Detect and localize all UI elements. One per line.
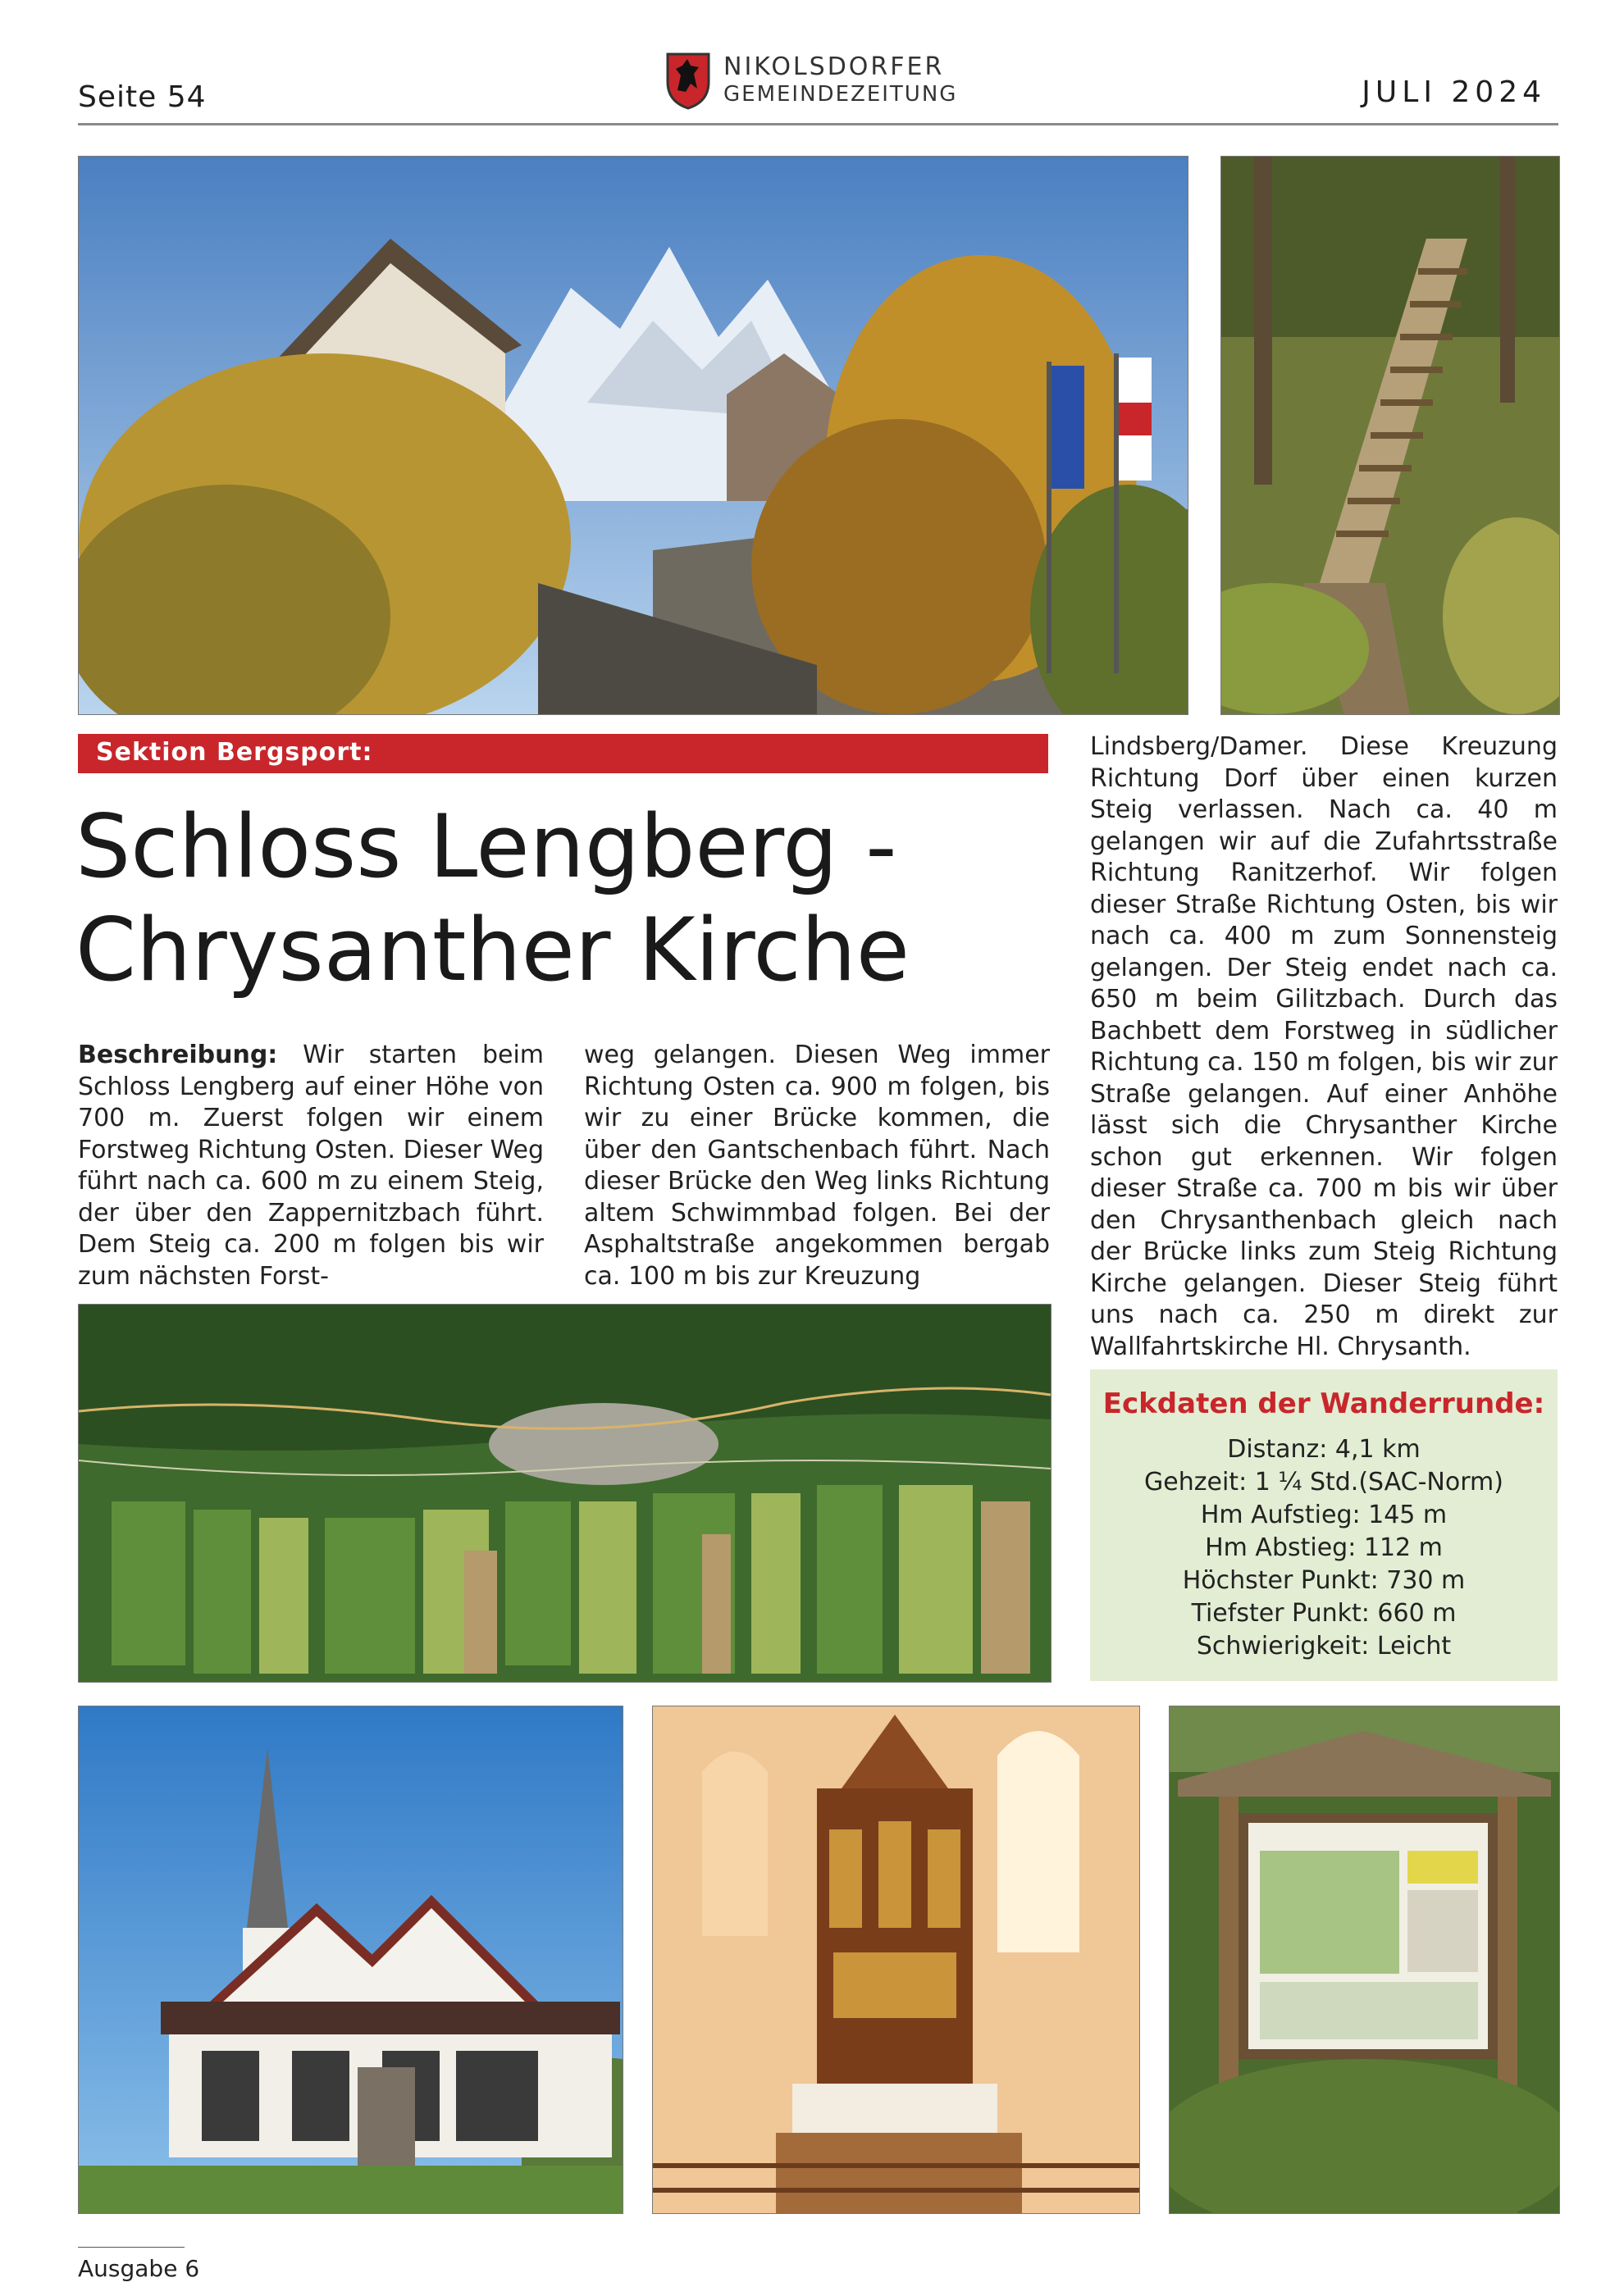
article-title-line1: Schloss Lengberg - (75, 796, 897, 897)
header-divider (78, 123, 1558, 125)
route-facts-box (1090, 1369, 1558, 1681)
article-title (75, 795, 1043, 1002)
fact-descent: Hm Abstieg: 112 m (1205, 1533, 1443, 1562)
fact-highest-point: Höchster Punkt: 730 m (1182, 1566, 1466, 1595)
publication-title: NIKOLSDORFER (723, 52, 945, 81)
castle-photo (78, 156, 1188, 715)
aerial-route-map (78, 1304, 1051, 1683)
section-label: Sektion Bergsport: (96, 738, 373, 767)
trail-info-board-photo (1169, 1706, 1560, 2214)
issue-date: JULI 2024 (1362, 75, 1546, 109)
article-column-3: Lindsberg/Damer. Diese Kreuzung Richtung Dorf über einen kurzen Steig verlassen. Nach ca. 40 m gelangen wir auf die Zufahrtsstraße Richtung Ranitzerhof. Wir folgen dieser Straße Richtung Osten, bis wir nach ca. 400 m zum Sonnensteig gelangen. Der Steig endet nach ca. 650 m beim Gilitzbach. Durch das Bachbett dem Forstweg in südlicher Richtung ca. 150 m folgen, bis wir zur Straße gelangen. Auf einer Anhöhe lässt sich die Chrysanther Kirche schon gut erkennen. Wir folgen dieser Straße ca. 700 m bis wir über den Chrysanthenbach gleich nach der Brücke links zum Steig Richtung Kirche gelangen. Dieser Steig führt uns nach ca. 250 m direkt zur Wallfahrtskirche Hl. Chrysanth. (1090, 732, 1558, 1361)
article-column-1 (78, 1040, 544, 1292)
church-interior-photo (652, 1706, 1140, 2214)
footer-divider (78, 2247, 185, 2248)
fact-lowest-point: Tiefster Punkt: 660 m (1191, 1599, 1457, 1628)
fact-distance: Distanz: 4,1 km (1227, 1435, 1421, 1464)
article-column-2: weg gelangen. Diesen Weg immer Richtung Osten ca. 900 m folgen, bis wir zu einer Brücke kommen, die über den Gantschenbach führt. Nach dieser Brücke den Weg links Richtung altem Schwimmbad folgen. Bei der Asphaltstraße angekommen bergab ca. 100 m bis zur Kreuzung (584, 1041, 1050, 1291)
footer-issue: Ausgabe 6 (78, 2255, 200, 2282)
section-label-bar (78, 734, 1048, 773)
column-1-text: Wir starten beim Schloss Lengberg auf einer Höhe von 700 m. Zuerst folgen wir einem Forstweg Richtung Osten. Dieser Weg führt nach ca. 600 m zu einem Steig, der über den Zappernitzbach führt. Dem Steig ca. 200 m folgen bis wir zum nächsten Forst- (78, 1041, 544, 1291)
coat-of-arms-icon (664, 51, 712, 110)
publication-subtitle: GEMEINDEZEITUNG (723, 82, 958, 107)
route-facts-list (1090, 1433, 1558, 1663)
fact-ascent: Hm Aufstieg: 145 m (1200, 1501, 1448, 1529)
route-facts-title: Eckdaten der Wanderrunde: (1102, 1387, 1545, 1420)
fact-walking-time: Gehzeit: 1 ¼ Std.(SAC-Norm) (1144, 1468, 1503, 1496)
lead-label: Beschreibung: (78, 1041, 278, 1069)
publication-logo (664, 51, 992, 112)
stairs-photo (1220, 156, 1560, 715)
page-number: Seite 54 (78, 80, 207, 114)
fact-difficulty: Schwierigkeit: Leicht (1196, 1632, 1452, 1660)
article-title-line2: Chrysanther Kirche (75, 900, 910, 1000)
church-exterior-photo (78, 1706, 623, 2214)
